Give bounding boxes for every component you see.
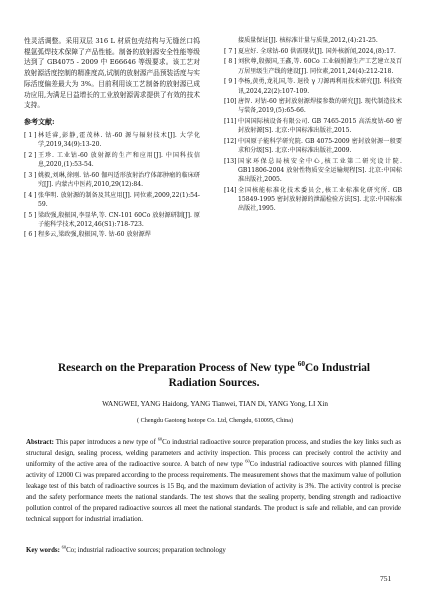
english-abstract: Abstract: This paper introduces a new type of $^{60}$Co industrial radioactive source preparation process, and studies the key links such as structural design, sealing process, welding parameters and activity inspection. This process can precisely control the activity and uniformity of the active area of the radioactive source. A batch of new type $^{60}$Co industrial radioactive sources with planned filling activity of 12000 Ci was prepared according to the process requirements. The measurement shows that the maximum value of pollution leakage test of this batch of radioactive sources is 15 Bq, and the maximum deviation of activity is 3%. The activity control is precise and the safety performance meets the national standards. The test shows that the sealing property, bending strength and radioactive pollution control of the prepared radioactive sources all meet the national standards. The product is safe and reliable, and can provide technical support for industrial irradiation. — [26, 436, 402, 523]
left-column — [24, 36, 200, 241]
authors-line: WANGWEI, YANG Haidong, YANG Tianwei, TIAN Di, YANG Yong, LI Xin — [102, 400, 328, 408]
right-column — [224, 36, 402, 215]
keywords-label: Key words: — [26, 547, 60, 554]
reference-item: [10] 唐智. 对钴-60 密封放射源焊接参数的研究[J]. 现代制造技术与装备,2019,(5):65-66. — [224, 98, 402, 115]
references-heading: 参考文献: — [24, 116, 55, 126]
reference-item: 接质量保证[J]. 核标准计量与质量,2012,(4):21-25. — [238, 37, 378, 44]
reference-item: [14] 全国核能标准化技术委员会,核工业标准化研究所. GB 15849-1995 密封放射源的泄漏检验方法[S]. 北京:中国标准出版社,1995. — [224, 187, 402, 213]
english-keywords: Key words: $^{60}$Co; industrial radioactive sources; preparation technology — [26, 544, 226, 554]
reference-item: [ 7 ] 夏应好. 全球钴-60 供需现状[J]. 国外核新闻,2024,(8):17. — [224, 47, 396, 55]
affiliation-line: ( Chengdu Gaotong Isotope Co. Ltd, Chengdu, 610095, China) — [136, 417, 294, 424]
reference-item: [13] 国家环保总局核安全中心,核工业第二研究设计院. GB11806-2004 放射性物质安全运输规程[S]. 北京:中国标准出版社,2005. — [224, 157, 402, 184]
reference-item: [ 1 ] 林廷睿,彭静,霍茂林. 钴-60 源与辐射技术[J]. 大学化学,2019,34(9):13-20. — [24, 131, 200, 149]
reference-item: [ 3 ] 姚毅,刘琳,徐刚. 钴-60 伽玛适形放射治疗体部肿瘤的临床研究[J]. 内蒙古中医药,2010,29(12):84. — [24, 171, 200, 188]
abstract-label: Abstract: — [26, 439, 54, 446]
reference-item: [12] 中国原子能科学研究院. GB 4075-2009 密封放射源一般要求和分级[S]. 北京:中国标准出版社,2009. — [224, 138, 402, 155]
references-list-left — [24, 131, 200, 240]
reference-item: [ 5 ] 梁政强,殷振国,李显华,等. CN-101 60Co 放射源研制[J]. 原子能科学技术,2012,46(S1):718-723. — [24, 211, 200, 228]
reference-item: [11] 中国国际核设备有限公司. GB 7465-2015 高活度钴-60 密封放射源[S]. 北京:中国标准出版社,2015. — [224, 118, 402, 135]
reference-item: [ 8 ] 刘狄尊,殷振国,王鑫,等. 60Co 工业辐照源生产工艺建立及百万居里级生产线的建设[J]. 同位素,2011,24(4):212-218. — [224, 58, 402, 75]
reference-item: [ 9 ] 李杨,黄勇,龙礼国,等. 退役 γ 刀源再利用技术研究[J]. 科技资讯,2024,22(2):107-109. — [224, 78, 402, 95]
page-number: 751 — [380, 574, 392, 583]
conclusion-paragraph: 性灵活调整。采用双层 316 L 材质包壳结构与无缝丝口钨棍氩弧焊技术保障了产品性能。制备的放射源安全性能等级达到了 GB4075 - 2009 中 E66646 等级要求。该工艺对放射源活度控制的精准度高,试制的放射源产品预装活度与实际活度偏差最大为 3%。目前利用该工艺制备的放射源已成功应用,为满足日益增长的工业放射源需求提供了有效的技术支持。 — [24, 37, 200, 110]
reference-item: [ 4 ] 张华明. 放射源的制备及其应用[J]. 同位素,2009,22(1):54-59. — [24, 191, 200, 208]
reference-item: [ 2 ] 王珍. 工业钴-60 放射源的生产和应用[J]. 中国科技信息,2020,(1):53-54. — [24, 151, 200, 169]
references-list-right — [224, 36, 402, 214]
reference-item: [ 6 ] 程多云,梁政强,殷振国,等. 钴-60 放射源焊 — [24, 231, 151, 239]
english-title: Research on the Preparation Process of New type $^{60}$Co Industrial Radiation Sources. — [57, 359, 370, 389]
